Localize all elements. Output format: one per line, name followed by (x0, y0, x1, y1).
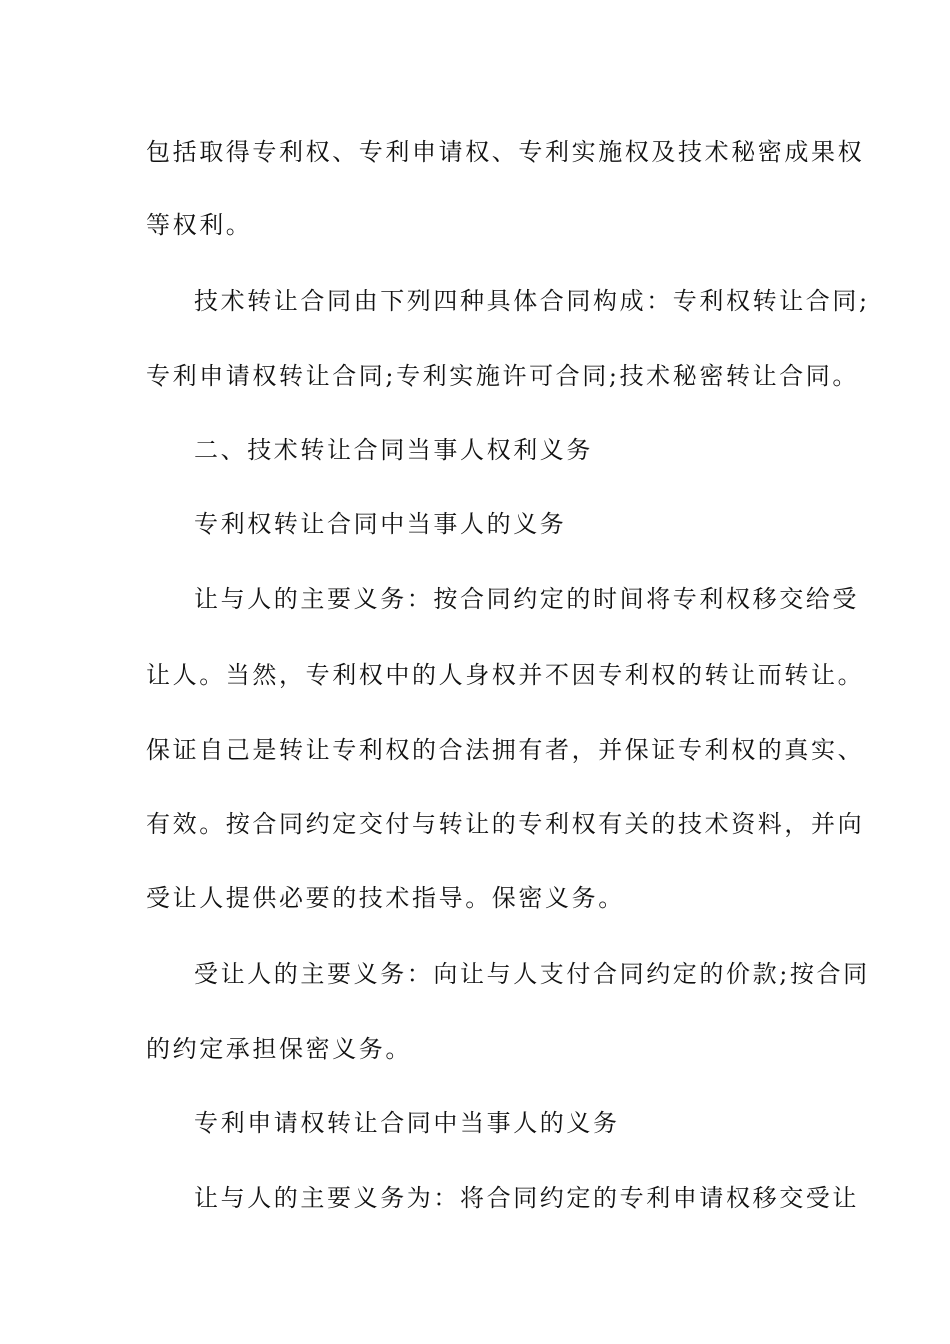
subsection-heading: 专利申请权转让合同中当事人的义务 (194, 1109, 620, 1137)
paragraph-start: 受让人的主要义务：向让与人支付合同约定的价款;按合同 (194, 960, 870, 988)
paragraph-start: 技术转让合同由下列四种具体合同构成：专利权转让合同; (194, 287, 870, 315)
text-line: 专利申请权转让合同;专利实施许可合同;技术秘密转让合同。 (146, 362, 859, 390)
paragraph-start: 让与人的主要义务为：将合同约定的专利申请权移交受让 (194, 1184, 859, 1212)
text-line: 有效。按合同约定交付与转让的专利权有关的技术资料，并向 (146, 810, 865, 838)
paragraph-start: 让与人的主要义务：按合同约定的时间将专利权移交给受 (194, 585, 859, 613)
section-heading: 二、技术转让合同当事人权利义务 (194, 436, 593, 464)
text-line: 受让人提供必要的技术指导。保密义务。 (146, 884, 625, 912)
text-line: 保证自己是转让专利权的合法拥有者，并保证专利权的真实、 (146, 736, 865, 764)
subsection-heading: 专利权转让合同中当事人的义务 (194, 510, 567, 538)
text-line: 让人。当然，专利权中的人身权并不因专利权的转让而转让。 (146, 661, 865, 689)
text-line: 的约定承担保密义务。 (146, 1035, 412, 1063)
text-line: 等权利。 (146, 211, 253, 239)
text-line: 包括取得专利权、专利申请权、专利实施权及技术秘密成果权 (146, 138, 865, 166)
